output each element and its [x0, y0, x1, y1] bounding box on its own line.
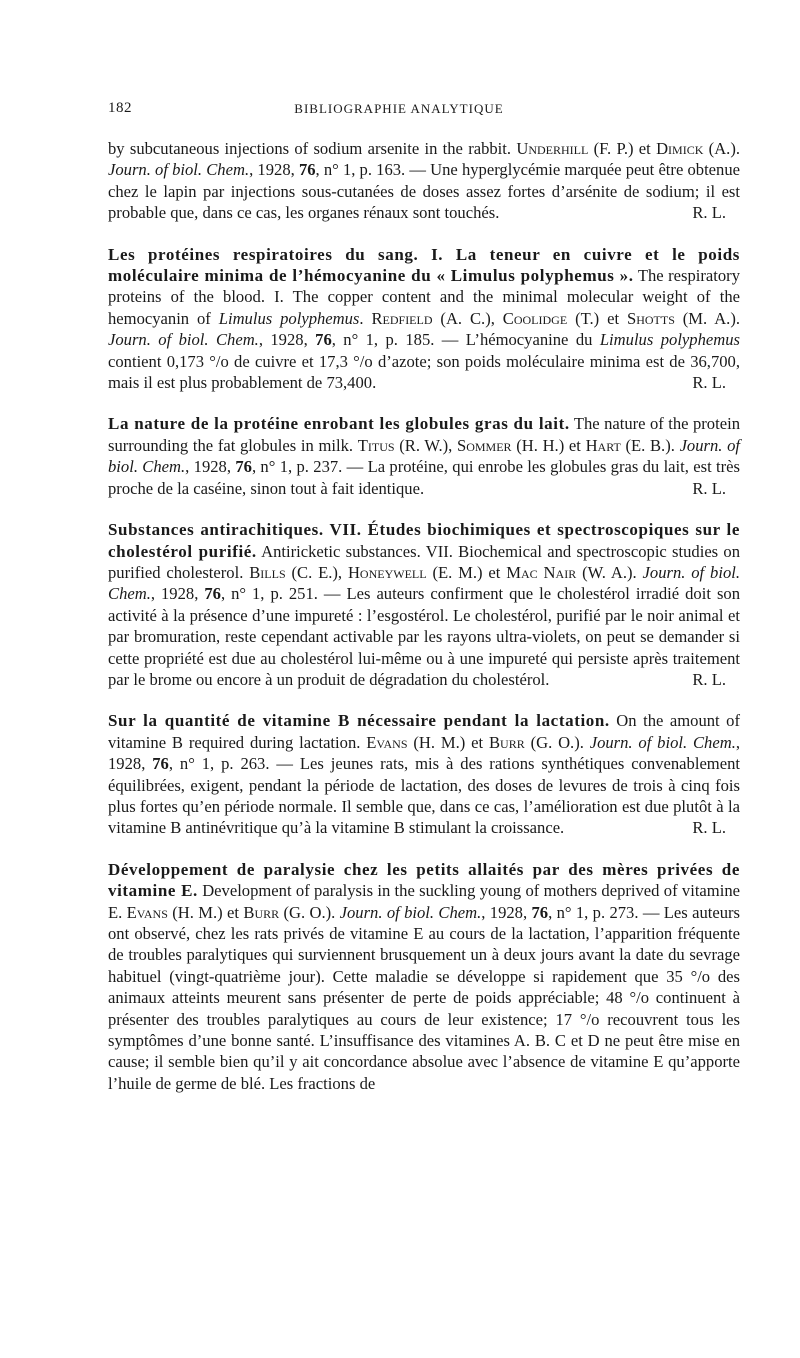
- text-segment: Antiricketic substances. VII. Biochemical and spectroscopic studies on purified cholesterol.: [108, 541, 740, 582]
- author-name: Sommer: [456, 435, 512, 455]
- journal-name: Journ. of biol. Chem.: [108, 562, 740, 604]
- text-segment: Development of paralysis in the suckling young of mothers deprived of vitamine E.: [108, 881, 740, 922]
- text-segment: , 1928,: [150, 584, 205, 604]
- abstract-text: [108, 138, 740, 224]
- author-name: Evans: [366, 732, 408, 752]
- journal-name: Journ. of biol. Chem.: [108, 160, 250, 180]
- running-title: BIBLIOGRAPHIE ANALYTIQUE: [294, 101, 504, 116]
- reviewer-signature: R. L.: [692, 373, 726, 393]
- text-segment: by subcutaneous injections of sodium arsenite in the rabbit.: [108, 139, 517, 158]
- text-segment: (T.) et: [567, 308, 627, 328]
- text-segment: (G. O.).: [524, 732, 590, 752]
- text-segment: .: [359, 308, 372, 328]
- volume-number: 76: [204, 584, 221, 604]
- text-segment: , 1928,: [108, 732, 741, 774]
- text-segment: contient 0,173 °/o de cuivre et 17,3 °/o d’azote; son poids moléculaire minima est de 36,700, mais il est plus probablement de 73,400.: [108, 351, 740, 393]
- volume-number: 76: [235, 457, 252, 477]
- journal-name: Journ. of biol. Chem.: [108, 330, 259, 350]
- text-segment: (R. W.),: [394, 435, 457, 455]
- text-segment: (E. M.) et: [426, 562, 507, 582]
- author-name: Burr: [488, 732, 525, 752]
- text-segment: , 1928,: [481, 902, 532, 922]
- journal-name: Journ. of biol. Chem.: [108, 435, 741, 477]
- volume-number: 76: [298, 160, 316, 180]
- text-segment: , n° 1, p. 185. — L’hémocyanine du: [331, 330, 600, 350]
- text-segment: (C. E.),: [285, 562, 348, 582]
- text-segment: (E. B.).: [620, 435, 680, 455]
- article-title: Les protéines respiratoires du sang. I. La teneur en cuivre et le poids moléculaire minima de l’hémocyanine du « Limulus polyphemus ».: [108, 244, 740, 286]
- article-body: [108, 138, 740, 1114]
- text-segment: (H. M.) et: [407, 732, 489, 752]
- text-segment: (G. O.).: [279, 902, 340, 922]
- author-name: Redfield: [371, 308, 433, 328]
- article-title: Substances antirachitiques. VII. Études biochimiques et spectroscopiques sur le cholestérol purifié.: [108, 520, 740, 561]
- text-segment: , n° 1, p. 273. — Les auteurs ont observé, chez les rats privés de vitamine E au cours de la lactation, l’apparition fréquente de troubles paralytiques qui surviennent brusquement un à deux jours avant la date du sevrage habituel (vingt-quatrième jour). Cette maladie se développe si rapidement que 35 °/o des animaux atteints meurent sans présenter de perte de poids appréciable; 48 °/o continuent à présenter des troubles paralytiques au cours de leur existence; 17 °/o recouvrent tous les symptômes d’une bonne santé. L’insuffisance des vitamines A. B. C et D ne peut être mise en cause; il semble bien qu’il y ait concordance absolue avec l’absence de vitamine E qu’apporte l’huile de germe de blé. Les fractions de: [108, 902, 741, 1093]
- reviewer-signature: R. L.: [692, 669, 726, 689]
- journal-name: Journ. of biol. Chem.: [339, 902, 482, 922]
- reviewer-signature: R. L.: [692, 818, 726, 838]
- abstract-entry-antirachitiques: [108, 519, 740, 690]
- volume-number: 76: [152, 754, 169, 774]
- text-segment: , n° 1, p. 263. — Les jeunes rats, mis à des rations synthétiques convenablement équilibrées, exigent, pendant la période de lactation, des doses de levures de trois à cinq fois plus fortes qu’en période normale. Il semble que, dans ce cas, l’amélioration est due plutôt à la vitamine B antinévritique qu’à la vitamine B stimulant la croissance.: [108, 754, 740, 838]
- text-segment: , n° 1, p. 163. — Une hyperglycémie marquée peut être obtenue chez le lapin par injections sous-cutanées de doses assez fortes d’arsénite de sodium; il est probable que, dans ce cas, les organes rénaux sont touchés.: [108, 160, 741, 223]
- abstract-entry-hemocyanine: [108, 244, 740, 394]
- reviewer-signature: R. L.: [692, 203, 726, 223]
- text-segment: (H. M.) et: [167, 902, 244, 922]
- text-segment: , n° 1, p. 237. — La protéine, qui enrobe les globules gras du lait, est très proche de la caséine, sinon tout à fait identique.: [108, 457, 740, 498]
- author-name: Honeywell: [347, 562, 427, 582]
- article-title: Développement de paralysie chez les petits allaités par des mères privées de vitamine E.: [108, 859, 740, 901]
- author-name: Mac Nair: [506, 562, 577, 582]
- article-title: La nature de la protéine enrobant les globules gras du lait.: [108, 414, 570, 434]
- abstract-entry-vitamine-b: [108, 710, 740, 838]
- article-title: Sur la quantité de vitamine B nécessaire pendant la lactation.: [108, 711, 610, 731]
- abstract-text: [108, 519, 740, 690]
- text-segment: (W. A.).: [576, 562, 643, 582]
- reviewer-signature: R. L.: [692, 478, 726, 498]
- text-segment: On the amount of vitamine B required during lactation.: [108, 711, 740, 752]
- text-segment: , 1928,: [258, 330, 316, 350]
- text-segment: , n° 1, p. 251. — Les auteurs confirment que le cholestérol irradié doit son activité à la présence d’une impureté : l’esgostérol. Le cholestérol, purifié par le noir animal et par bromuration, reste cependant activable par les rayons ultra-violets, on peut se demander si cette propriété est due au cholestérol lui-même ou à une impureté qui persiste après traitement par le brome ou encore à un produit de dégradation du cholestérol.: [108, 584, 740, 689]
- text-segment: The nature of the protein surrounding the fat globules in milk.: [108, 414, 740, 455]
- text-segment: (M. A.).: [674, 308, 741, 328]
- abstract-text: [108, 413, 740, 499]
- volume-number: 76: [531, 902, 549, 922]
- author-name: Underhill: [516, 139, 589, 158]
- text-segment: (H. H.) et: [511, 435, 586, 455]
- text-segment: (A. C.),: [432, 308, 503, 328]
- abstract-text: [108, 859, 740, 1094]
- author-name: Dimick: [656, 139, 704, 158]
- author-name: Evans: [126, 902, 168, 922]
- author-name: Shotts: [626, 308, 675, 328]
- species-name: Limulus polyphemus: [218, 308, 360, 328]
- abstract-text: [108, 710, 740, 838]
- volume-number: 76: [315, 330, 332, 350]
- author-name: Coolidge: [502, 308, 568, 328]
- text-segment: (F. P.) et: [588, 139, 657, 158]
- abstract-entry-paralysie: [108, 859, 740, 1094]
- text-segment: The respiratory proteins of the blood. I. The copper content and the minimal molecular weight of the hemocyanin of: [108, 266, 740, 328]
- author-name: Burr: [243, 902, 280, 922]
- abstract-entry-arsenite: [108, 138, 740, 224]
- author-name: Titus: [357, 435, 395, 455]
- author-name: Bills: [249, 562, 286, 582]
- author-name: Hart: [585, 435, 621, 455]
- text-segment: , 1928,: [249, 160, 299, 180]
- text-segment: , 1928,: [185, 457, 236, 477]
- text-segment: (A.).: [703, 139, 741, 158]
- abstract-text: [108, 244, 740, 394]
- species-name: Limulus polyphemus: [599, 330, 740, 350]
- abstract-entry-proteine-globules: [108, 413, 740, 499]
- journal-name: Journ. of biol. Chem.: [589, 732, 736, 752]
- page-number: 182: [108, 100, 132, 116]
